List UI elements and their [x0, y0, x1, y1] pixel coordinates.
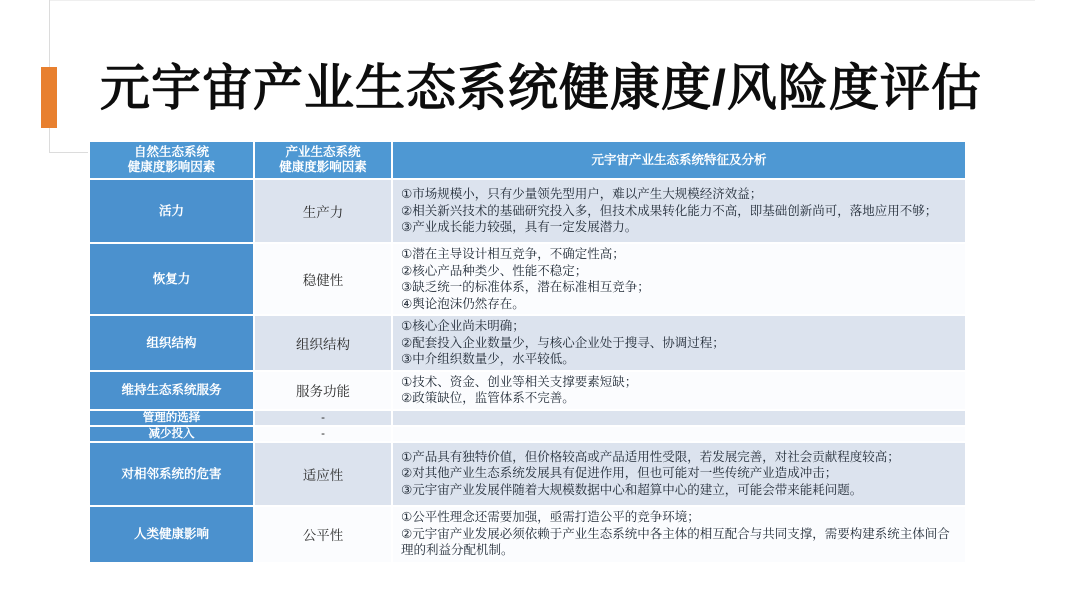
analysis-cell	[392, 315, 966, 371]
col-header-natural-ecosystem	[89, 141, 254, 179]
industry-factor-cell: 稳健性	[254, 243, 392, 315]
analysis-line: ③元宇宙产业发展伴随着大规模数据中心和超算中心的建立，可能会带来能耗问题。	[401, 482, 863, 497]
analysis-cell	[392, 410, 966, 426]
analysis-line: ②对其他产业生态系统发展具有促进作用，但也可能对一些传统产业造成冲击；	[401, 466, 838, 481]
industry-factor-cell: -	[254, 426, 392, 442]
analysis-line: ②配套投入企业数量少，与核心企业处于搜寻、协调过程；	[401, 335, 725, 350]
assessment-table	[88, 140, 967, 564]
analysis-line: ①产品具有独特价值，但价格较高或产品适用性受限，若发展完善，对社会贡献程度较高；	[401, 449, 900, 464]
title-accent-bar	[41, 67, 57, 128]
analysis-line: ④舆论泡沫仍然存在。	[401, 296, 525, 311]
analysis-cell	[392, 179, 966, 243]
col-header-line: 元宇宙产业生态系统特征及分析	[591, 152, 767, 167]
analysis-cell	[392, 371, 966, 410]
industry-factor-cell: 公平性	[254, 506, 392, 563]
table-row	[89, 442, 966, 506]
industry-factor-cell: 组织结构	[254, 315, 392, 371]
col-header-line: 自然生态系统	[133, 145, 209, 159]
analysis-line: ①公平性理念还需要加强，亟需打造公平的竞争环境；	[401, 510, 700, 525]
natural-factor-cell: 组织结构	[89, 315, 254, 371]
industry-factor-cell: 适应性	[254, 442, 392, 506]
analysis-line: ①潜在主导设计相互竞争，不确定性高；	[401, 247, 625, 261]
analysis-cell	[392, 426, 966, 442]
card-edge-top	[49, 0, 1035, 1]
analysis-line: ③中介组织数量少，水平较低。	[401, 352, 575, 366]
analysis-line: ①技术、资金、创业等相关支撑要素短缺；	[401, 374, 638, 389]
analysis-line: ②政策缺位，监管体系不完善。	[401, 391, 575, 405]
analysis-line: ③缺乏统一的标准体系，潜在标准相互竞争；	[401, 280, 650, 294]
col-header-line: 健康度影响因素	[279, 160, 367, 174]
analysis-line: ①市场规模小，只有少量领先型用户，难以产生大规模经济效益；	[401, 187, 763, 202]
natural-factor-cell: 减少投入	[89, 426, 254, 442]
natural-factor-cell: 恢复力	[89, 243, 254, 315]
table-row	[89, 315, 966, 371]
table-row	[89, 371, 966, 410]
analysis-cell	[392, 243, 966, 315]
analysis-line: ②核心产品种类少、性能不稳定；	[401, 263, 588, 278]
analysis-cell	[392, 442, 966, 506]
industry-factor-cell: -	[254, 410, 392, 426]
analysis-line: ②元宇宙产业发展必须依赖于产业生态系统中各主体的相互配合与共同支撑，需要构建系统主体间合理的利益分配机制。	[401, 526, 950, 558]
natural-factor-cell: 维持生态系统服务	[89, 371, 254, 410]
analysis-line: ②相关新兴技术的基础研究投入多，但技术成果转化能力不高，即基础创新尚可，落地应用不够；	[401, 203, 938, 218]
natural-factor-cell: 活力	[89, 179, 254, 243]
table-row	[89, 243, 966, 315]
industry-factor-cell: 生产力	[254, 179, 392, 243]
natural-factor-cell: 对相邻系统的危害	[89, 442, 254, 506]
col-header-line: 产业生态系统	[285, 145, 361, 159]
analysis-line: ③产业成长能力较强，具有一定发展潜力。	[401, 220, 638, 235]
table-header-row	[89, 141, 966, 179]
col-header-industry-ecosystem	[254, 141, 392, 179]
analysis-line: ①核心企业尚未明确；	[401, 319, 525, 333]
table-row	[89, 179, 966, 243]
col-header-line: 健康度影响因素	[127, 160, 216, 174]
table-row	[89, 506, 966, 563]
slide-title: 元宇宙产业生态系统健康度/风险度评估	[100, 60, 982, 116]
table-row	[89, 426, 966, 442]
table-row	[89, 410, 966, 426]
analysis-cell	[392, 506, 966, 563]
industry-factor-cell: 服务功能	[254, 371, 392, 410]
natural-factor-cell: 管理的选择	[89, 410, 254, 426]
col-header-analysis	[392, 141, 966, 179]
natural-factor-cell: 人类健康影响	[89, 506, 254, 563]
